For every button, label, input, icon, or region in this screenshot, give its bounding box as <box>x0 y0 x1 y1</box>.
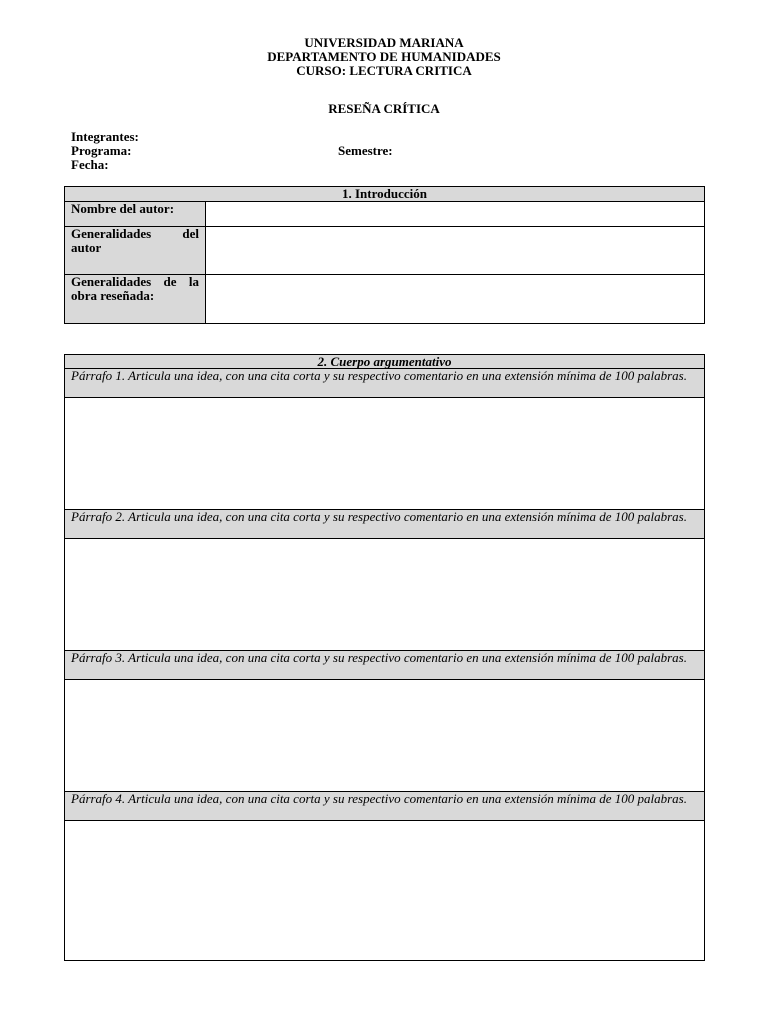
integrantes-label: Integrantes: <box>71 129 139 144</box>
cuerpo-heading: 2. Cuerpo argumentativo <box>65 355 705 369</box>
semestre-label: Semestre: <box>338 143 393 158</box>
parrafo-1-prompt: Párrafo 1. Articula una idea, con una cita corta y su respectivo comentario en una extensión mínima de 100 palabras. <box>65 369 705 398</box>
university-name: UNIVERSIDAD MARIANA <box>304 35 464 50</box>
nombre-autor-field[interactable] <box>206 202 705 227</box>
parrafo-1-field[interactable] <box>65 398 705 510</box>
cuerpo-table <box>64 354 705 961</box>
department-name: DEPARTAMENTO DE HUMANIDADES <box>267 49 501 64</box>
document-header <box>0 36 768 78</box>
generalidades-autor-label: Generalidades del autor <box>65 227 206 275</box>
generalidades-obra-label: Generalidades de la obra reseñada: <box>65 275 206 324</box>
introduccion-table <box>64 186 705 324</box>
generalidades-autor-field[interactable] <box>206 227 705 275</box>
programa-label: Programa: <box>71 143 132 158</box>
parrafo-2-prompt: Párrafo 2. Articula una idea, con una cita corta y su respectivo comentario en una extensión mínima de 100 palabras. <box>65 510 705 539</box>
parrafo-4-field[interactable] <box>65 821 705 961</box>
parrafo-2-field[interactable] <box>65 539 705 651</box>
nombre-autor-label: Nombre del autor: <box>65 202 206 227</box>
document-title: RESEÑA CRÍTICA <box>328 101 440 116</box>
introduccion-heading: 1. Introducción <box>65 187 705 202</box>
parrafo-3-field[interactable] <box>65 680 705 792</box>
course-name: CURSO: LECTURA CRITICA <box>296 63 472 78</box>
generalidades-obra-field[interactable] <box>206 275 705 324</box>
parrafo-4-prompt: Párrafo 4. Articula una idea, con una cita corta y su respectivo comentario en una extensión mínima de 100 palabras. <box>65 792 705 821</box>
fecha-label: Fecha: <box>71 157 109 172</box>
parrafo-3-prompt: Párrafo 3. Articula una idea, con una cita corta y su respectivo comentario en una extensión mínima de 100 palabras. <box>65 651 705 680</box>
